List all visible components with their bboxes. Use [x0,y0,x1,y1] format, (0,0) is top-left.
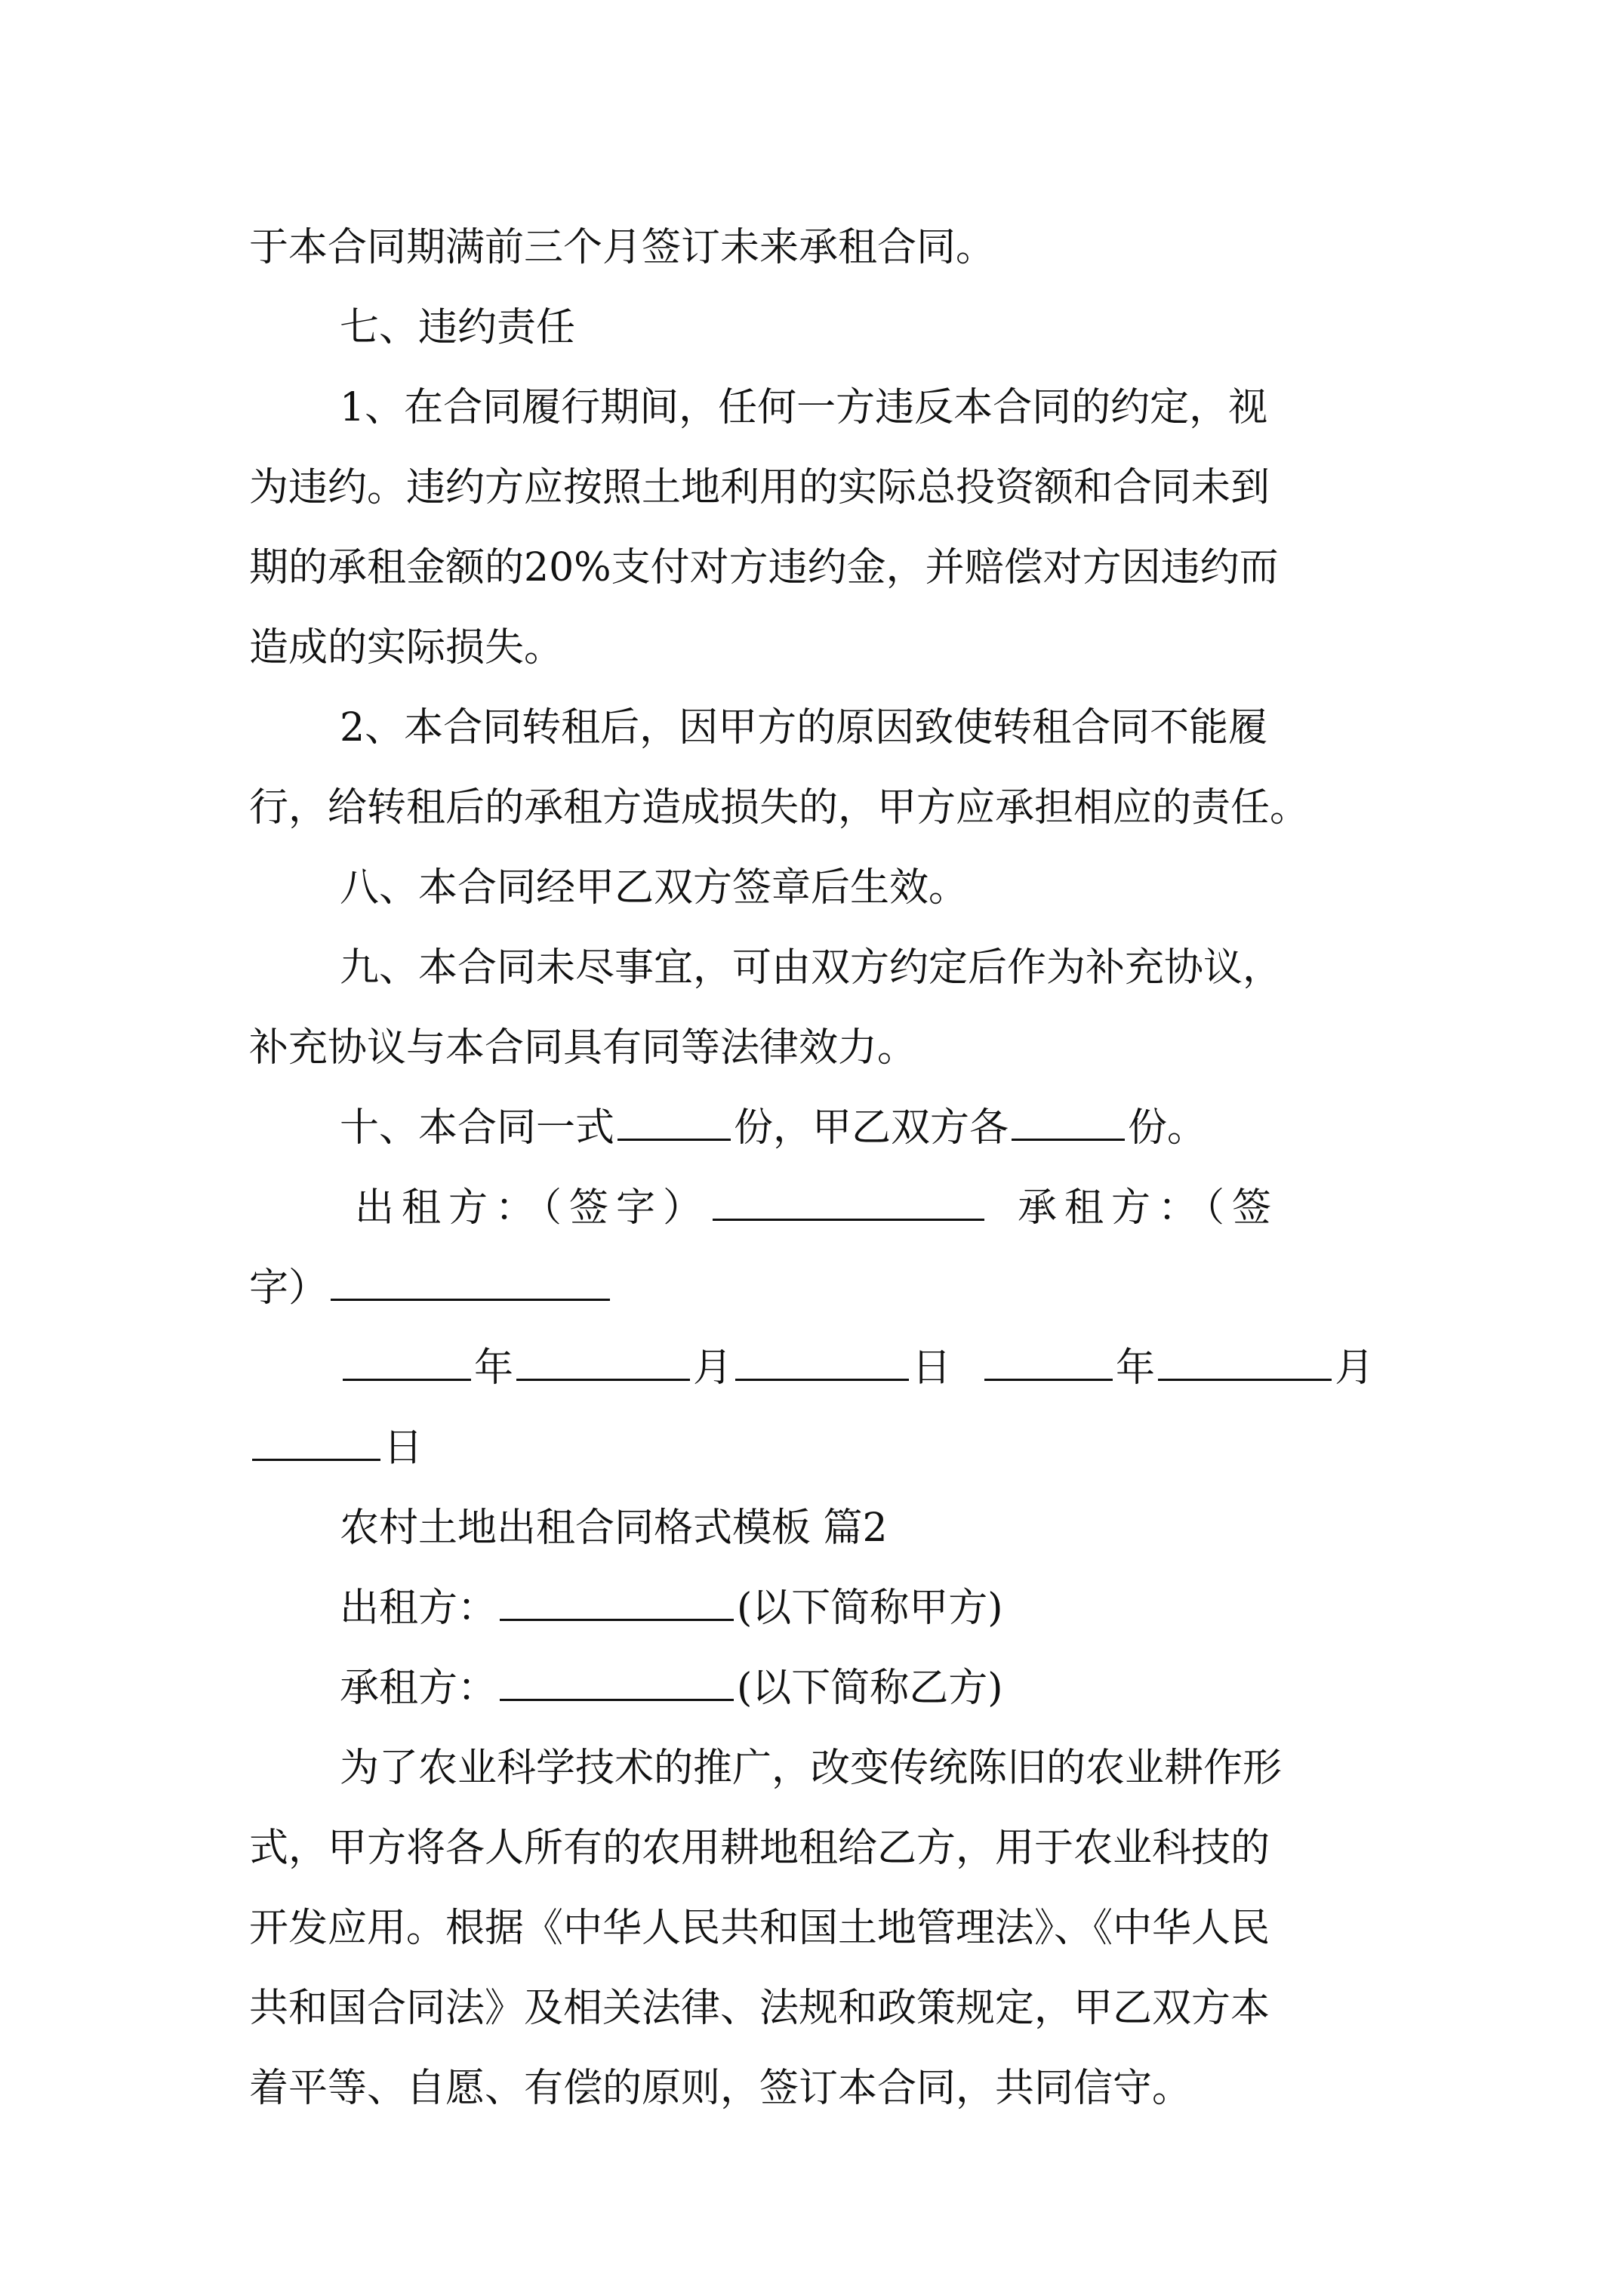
month-label: 月 [1335,1345,1375,1391]
signature-line [249,1168,1397,1248]
lessor-name-blank [500,1584,734,1621]
paragraph-line: 开发应用。根据《中华人民共和国土地管理法》、《中华人民 [249,1906,1270,1951]
lessee-signature-label: 承租方：（签 [1018,1185,1280,1231]
copies-text: 十、本合同一式 [340,1105,615,1151]
copies-text: 份，甲乙双方各 [734,1105,1009,1151]
year-blank [984,1344,1113,1381]
signature-line-cont [249,1248,1397,1328]
clause-supplement: 九、本合同未尽事宜，可由双方约定后作为补充协议， [340,945,1283,991]
paragraph-line: 为了农业科学技术的推广，改变传统陈旧的农业耕作形 [340,1746,1283,1791]
paragraph-line: 2、本合同转租后，因甲方的原因致使转租合同不能履 [340,705,1268,750]
copies-total-blank [617,1104,731,1141]
paragraph-line: 于本合同期满前三个月签订未来承租合同。 [249,225,996,270]
day-label: 日 [912,1345,952,1391]
lessee-alias: (以下简称乙方) [737,1666,1003,1711]
copies-text: 份。 [1128,1105,1207,1151]
paragraph-line: 共和国合同法》及相关法律、法规和政策规定，甲乙双方本 [249,1986,1270,2031]
month-blank [1158,1344,1332,1381]
year-label: 年 [1116,1345,1156,1391]
paragraph-line: 补充协议与本合同具有同等法律效力。 [249,1025,917,1071]
day-label: 日 [383,1425,423,1471]
clause-copies [249,1088,1397,1168]
year-label: 年 [474,1345,514,1391]
copies-each-blank [1012,1104,1125,1141]
paragraph-line: 式，甲方将各人所有的农用耕地租给乙方，用于农业科技的 [249,1826,1270,1871]
day-blank [252,1424,380,1461]
day-blank [735,1344,909,1381]
paragraph-line: 为违约。违约方应按照土地利用的实际总投资额和合同未到 [249,465,1270,510]
document-page [249,208,1397,2128]
lessor-signature-label: 出租方：（签字） [355,1185,710,1231]
lessor-alias: (以下简称甲方) [737,1586,1003,1631]
date-line [249,1328,1397,1408]
lessee-signature-blank [331,1264,610,1301]
paragraph-line: 造成的实际损失。 [249,625,564,670]
lessee-name-blank [500,1664,734,1701]
section-title-part2: 农村土地出租合同格式模板 篇2 [340,1505,888,1551]
lessee-label: 承租方： [340,1666,497,1711]
lessee-party-line [249,1648,1397,1728]
year-blank [343,1344,471,1381]
paragraph-line: 1、在合同履行期间，任何一方违反本合同的约定，视 [340,385,1268,430]
month-blank [516,1344,690,1381]
section-heading-breach: 七、违约责任 [340,305,576,350]
paragraph-line: 期的承租金额的20%支付对方违约金，并赔偿对方因违约而 [249,545,1279,590]
lessee-signature-label-cont: 字） [249,1265,328,1311]
lessor-signature-blank [713,1184,984,1221]
clause-effective: 八、本合同经甲乙双方签章后生效。 [340,865,969,911]
date-line-cont [249,1408,1397,1488]
paragraph-line: 着平等、自愿、有偿的原则，签订本合同，共同信守。 [249,2066,1192,2111]
paragraph-line: 行，给转租后的承租方造成损失的，甲方应承担相应的责任。 [249,785,1310,831]
lessor-party-line [249,1568,1397,1648]
lessor-label: 出租方： [340,1586,497,1631]
month-label: 月 [693,1345,733,1391]
